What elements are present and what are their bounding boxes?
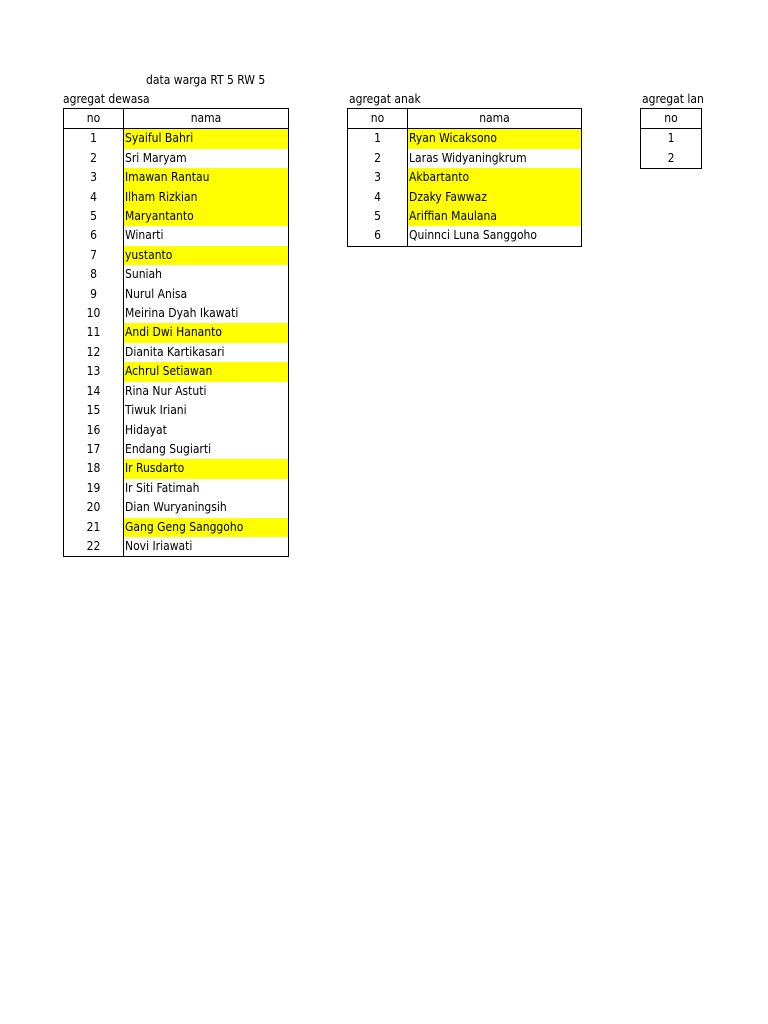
table-row [641,149,702,169]
row-no: 15 [64,401,124,420]
row-no: 22 [64,537,124,557]
row-nama: Hidayat [125,422,167,437]
table-row [64,459,289,478]
row-nama: Suniah [125,267,163,282]
page-title: data warga RT 5 RW 5 [146,73,266,87]
table-row [64,479,289,498]
row-no: 1 [64,129,124,149]
table-row [348,226,582,246]
row-nama: Dzaky Fawwaz [408,188,582,207]
row-nama: Ilham Rizkian [124,188,289,207]
row-no: 5 [64,207,124,226]
anak-label: agregat anak [349,92,421,106]
row-no: 8 [64,265,124,284]
row-no: 21 [64,518,124,537]
row-nama: yustanto [124,246,289,265]
row-nama: Meirina Dyah Ikawati [125,306,239,321]
header-no: no [64,109,124,129]
row-nama: Syaiful Bahri [124,129,289,149]
lansia-table [640,108,702,169]
row-nama: Ir Siti Fatimah [125,480,200,495]
header-nama: nama [408,109,582,129]
row-no: 16 [64,421,124,440]
row-no: 5 [348,207,408,226]
header-no: no [348,109,408,129]
row-no: 6 [348,226,408,246]
row-no: 1 [348,129,408,149]
table-row [64,323,289,342]
table-row [348,168,582,187]
row-no: 4 [348,188,408,207]
table-header-row [641,109,702,129]
row-nama: Andi Dwi Hananto [124,323,289,342]
table-row [64,537,289,557]
row-nama: Imawan Rantau [124,168,289,187]
header-nama: nama [124,109,289,129]
lansia-label: agregat lan [642,92,704,106]
row-no: 6 [64,226,124,245]
row-nama: Dian Wuryaningsih [125,500,227,515]
table-row [348,149,582,168]
row-nama: Nurul Anisa [125,286,188,301]
table-row [348,207,582,226]
row-nama: Akbartanto [408,168,582,187]
row-nama: Laras Widyaningkrum [409,150,527,165]
row-nama: Tiwuk Iriani [125,403,187,418]
row-no: 12 [64,343,124,362]
dewasa-table [63,108,289,557]
row-no: 1 [667,131,675,146]
row-nama: Endang Sugiarti [125,441,212,456]
table-row [64,265,289,284]
row-no: 2 [348,149,408,168]
table-row [64,421,289,440]
row-no: 13 [64,362,124,381]
row-nama: Novi Iriawati [125,538,193,553]
table-row [64,362,289,381]
table-header-row [348,109,582,129]
row-nama: Gang Geng Sanggoho [124,518,289,537]
table-row [348,129,582,149]
row-nama: Maryantanto [124,207,289,226]
table-row [64,226,289,245]
row-no: 17 [64,440,124,459]
row-no: 4 [64,188,124,207]
row-no: 11 [64,323,124,342]
row-no: 20 [64,498,124,517]
row-nama: Achrul Setiawan [124,362,289,381]
table-header-row [64,109,289,129]
row-no: 2 [64,149,124,168]
table-row [64,207,289,226]
row-nama: Winarti [125,228,164,243]
table-row [64,304,289,323]
table-row [64,129,289,149]
table-row [641,129,702,149]
row-no: 18 [64,459,124,478]
row-nama: Dianita Kartikasari [125,344,225,359]
table-row [64,168,289,187]
row-nama: Ir Rusdarto [124,459,289,478]
row-no: 3 [348,168,408,187]
table-row [64,401,289,420]
table-row [64,518,289,537]
row-no: 14 [64,382,124,401]
table-row [64,246,289,265]
table-row [64,440,289,459]
row-nama: Ariffian Maulana [408,207,582,226]
row-no: 19 [64,479,124,498]
table-row [64,382,289,401]
row-nama: Rina Nur Astuti [125,383,207,398]
header-no: no [641,109,702,129]
row-no: 2 [667,150,675,165]
table-row [64,149,289,168]
dewasa-label: agregat dewasa [63,92,150,106]
row-nama: Sri Maryam [125,150,187,165]
row-no: 10 [64,304,124,323]
table-row [64,498,289,517]
row-nama: Quinnci Luna Sanggoho [409,228,537,243]
anak-table [347,108,582,247]
table-row [64,188,289,207]
row-nama: Ryan Wicaksono [408,129,582,149]
table-row [64,285,289,304]
row-no: 7 [64,246,124,265]
table-row [348,188,582,207]
row-no: 9 [64,285,124,304]
row-no: 3 [64,168,124,187]
table-row [64,343,289,362]
